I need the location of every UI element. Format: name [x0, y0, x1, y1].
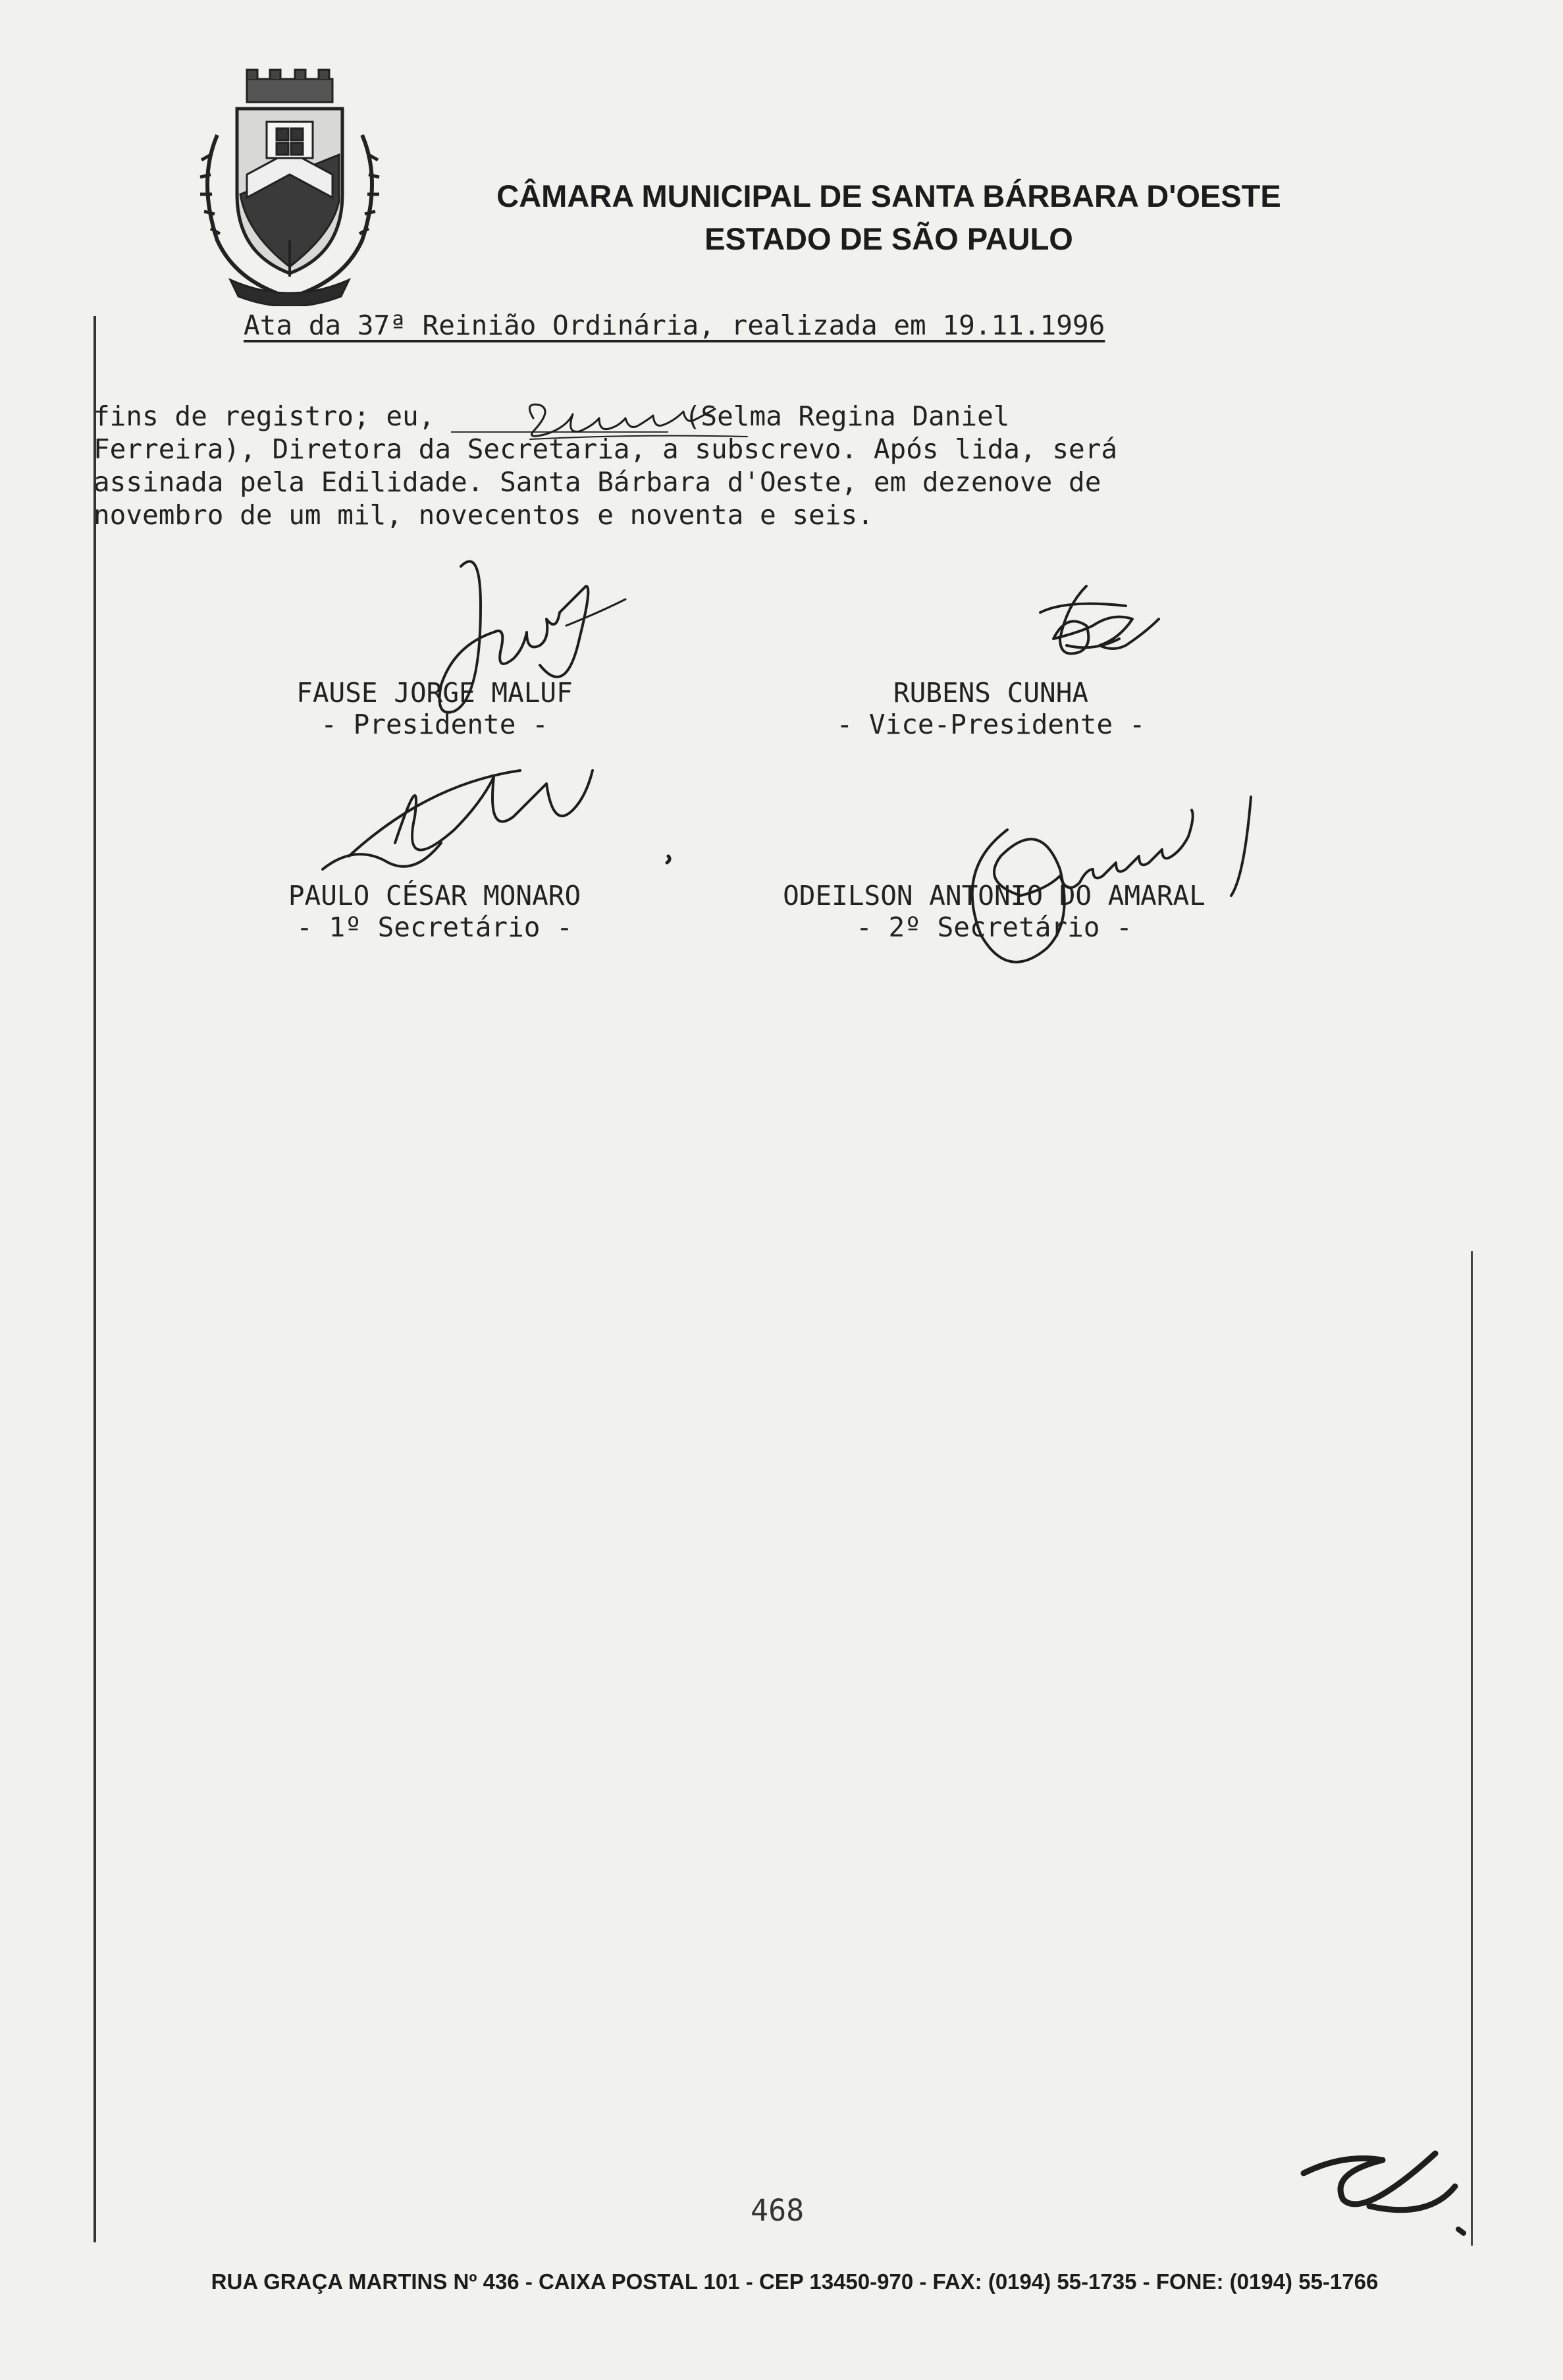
officer-role: - 2º Secretário - [856, 911, 1132, 943]
state-title: ESTADO DE SÃO PAULO [704, 221, 1073, 256]
coat-of-arms-logo [191, 63, 388, 306]
text-line-2: Ferreira), Diretora da Secretaria, a subscrevo. Após lida, será [93, 433, 1118, 465]
officer-name: FAUSE JORGE MALUF [296, 677, 573, 709]
officer-name: RUBENS CUNHA [893, 677, 1089, 709]
footer-address: RUA GRAÇA MARTINS Nº 436 - CAIXA POSTAL 101 - CEP 13450-970 - FAX: (0194) 55-1735 - FONE: (0194) 55-1766 [211, 2269, 1379, 2294]
minutes-subject [244, 310, 1105, 341]
show-through-names [1093, 230, 1462, 2140]
text-line-1b: (Selma Regina Daniel [684, 400, 1010, 432]
secretary-signature [520, 398, 757, 451]
officer-role: - 1º Secretário - [296, 911, 573, 943]
page-number: 468 [751, 2193, 805, 2228]
first-secretary-signature [309, 744, 704, 902]
institution-title: CÂMARA MUNICIPAL DE SANTA BÁRBARA D'OESTE [496, 178, 1281, 213]
text-line-1a: fins de registro; eu, [93, 400, 435, 432]
officer-role: - Presidente - [321, 709, 548, 740]
officer-role: - Vice-Presidente - [836, 709, 1146, 740]
president-signature [435, 540, 632, 738]
text-line-3: assinada pela Edilidade. Santa Bárbara d'Oeste, em dezenove de [93, 466, 1101, 498]
officer-name: ODEILSON ANTONIO DO AMARAL [783, 880, 1205, 911]
rubric-mark [1290, 2134, 1488, 2239]
left-frame-line [93, 316, 96, 2242]
subject-text: Ata da 37ª Reinião Ordinária, realizada em 19.11.1996 [244, 310, 1105, 341]
text-line-4: novembro de um mil, novecentos e noventa e seis. [93, 499, 874, 531]
right-frame-line [1471, 1251, 1473, 2246]
officer-name: PAULO CÉSAR MONARO [288, 880, 581, 911]
